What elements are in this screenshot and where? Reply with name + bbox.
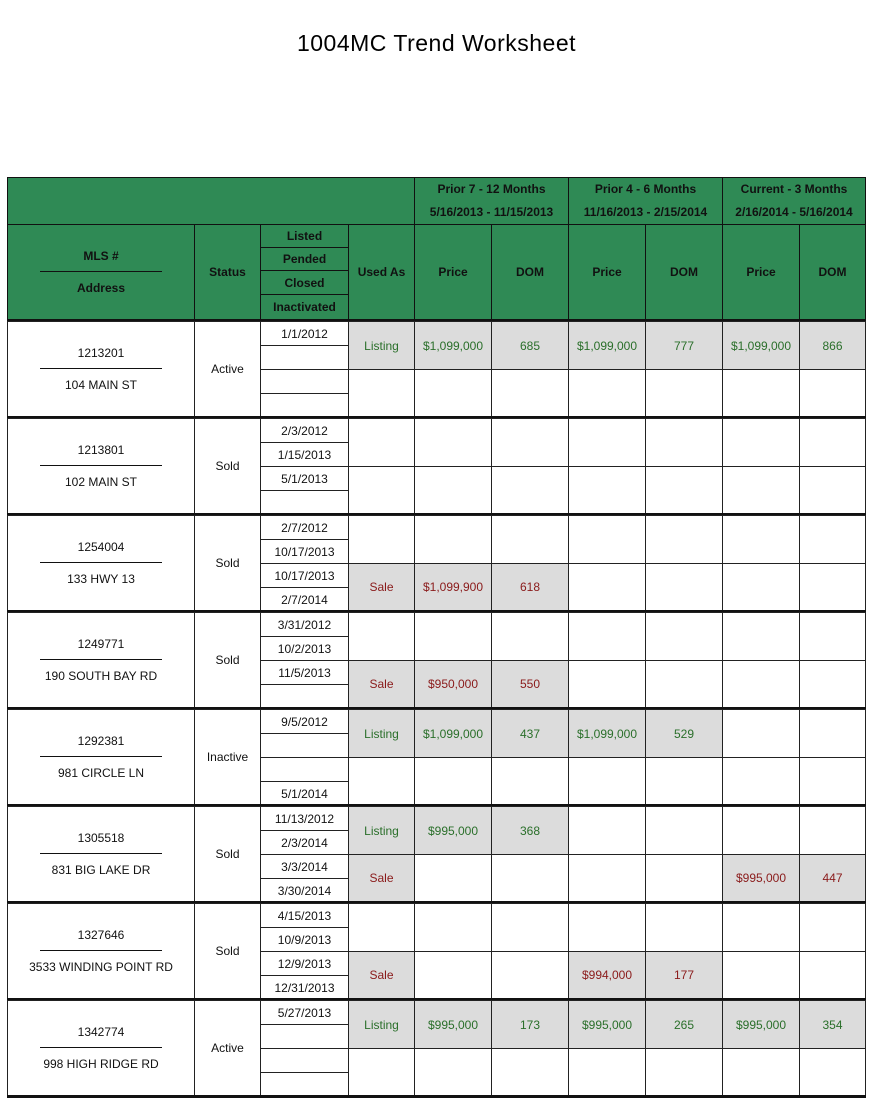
mls-address-cell (7, 612, 195, 708)
used-as-cell: Listing (348, 806, 415, 855)
price-cell (722, 709, 800, 758)
used-as-cell (348, 612, 415, 661)
dom-cell (645, 418, 723, 467)
mls-label: MLS # (83, 249, 119, 263)
date-cell: 12/9/2013 (260, 951, 349, 976)
used-as-cell (348, 418, 415, 467)
address: 190 SOUTH BAY RD (44, 669, 158, 683)
dom-header: DOM (799, 224, 866, 320)
status-cell: Sold (194, 418, 261, 514)
price-cell (722, 563, 800, 611)
header-blank (7, 177, 415, 225)
record-group (7, 612, 866, 709)
period-header-prior-4-6 (568, 177, 723, 225)
dom-cell: 447 (799, 854, 866, 902)
price-cell (414, 854, 492, 902)
status-cell: Inactive (194, 709, 261, 805)
dom-cell: 618 (491, 563, 569, 611)
date-cell: 3/30/2014 (260, 878, 349, 903)
period-range: 5/16/2013 - 11/15/2013 (429, 205, 554, 219)
date-cell: 10/2/2013 (260, 636, 349, 661)
listed-header: Listed (260, 224, 349, 248)
date-cell (260, 369, 349, 394)
mls-address-cell (7, 709, 195, 805)
price-cell: $995,000 (414, 1000, 492, 1049)
price-cell (568, 660, 646, 708)
used-as-cell (348, 369, 415, 417)
date-cell (260, 490, 349, 515)
closed-header: Closed (260, 270, 349, 295)
dom-cell (645, 854, 723, 902)
price-cell: $995,000 (722, 1000, 800, 1049)
date-cell (260, 1072, 349, 1097)
date-cell: 1/1/2012 (260, 321, 349, 346)
mls-number: 1305518 (77, 831, 125, 845)
dom-cell (799, 806, 866, 855)
price-cell (414, 418, 492, 467)
period-range: 2/16/2014 - 5/16/2014 (735, 205, 853, 219)
dom-cell: 685 (491, 321, 569, 370)
price-cell (722, 951, 800, 999)
period-label: Prior 7 - 12 Months (437, 182, 546, 196)
dom-cell (491, 951, 569, 999)
date-cell (260, 1048, 349, 1073)
dom-cell (799, 951, 866, 999)
dom-cell: 550 (491, 660, 569, 708)
used-as-cell: Listing (348, 1000, 415, 1049)
period-header-current-3 (722, 177, 866, 225)
date-cell (260, 393, 349, 418)
status-cell: Active (194, 321, 261, 417)
date-cell: 2/7/2014 (260, 587, 349, 612)
date-cell: 5/1/2013 (260, 466, 349, 491)
address: 3533 WINDING POINT RD (29, 960, 173, 974)
price-cell (414, 466, 492, 514)
price-cell (414, 903, 492, 952)
dom-cell: 866 (799, 321, 866, 370)
status-cell: Sold (194, 806, 261, 902)
status-cell: Active (194, 1000, 261, 1096)
price-cell (568, 563, 646, 611)
period-label: Prior 4 - 6 Months (594, 182, 697, 196)
date-cell: 2/3/2014 (260, 830, 349, 855)
dom-cell (491, 369, 569, 417)
pended-header: Pended (260, 247, 349, 271)
dom-cell (491, 757, 569, 805)
date-cell: 1/15/2013 (260, 442, 349, 467)
used-as-cell (348, 466, 415, 514)
used-as-cell: Sale (348, 563, 415, 611)
mls-address-cell (7, 418, 195, 514)
price-cell (568, 515, 646, 564)
price-cell (568, 612, 646, 661)
date-cell (260, 684, 349, 709)
date-cell: 9/5/2012 (260, 709, 349, 734)
dom-cell (799, 757, 866, 805)
price-cell: $995,000 (722, 854, 800, 902)
dom-cell: 177 (645, 951, 723, 999)
dom-cell (645, 660, 723, 708)
date-cell: 10/17/2013 (260, 563, 349, 588)
dom-cell (799, 466, 866, 514)
price-cell: $995,000 (568, 1000, 646, 1049)
address-label: Address (76, 281, 126, 295)
price-cell: $995,000 (414, 806, 492, 855)
period-header-prior-7-12 (414, 177, 569, 225)
status-cell: Sold (194, 903, 261, 999)
dom-cell (491, 612, 569, 661)
status-cell: Sold (194, 612, 261, 708)
mls-number: 1292381 (77, 734, 125, 748)
date-cell: 10/9/2013 (260, 927, 349, 952)
address: 133 HWY 13 (67, 572, 135, 586)
price-cell (414, 612, 492, 661)
address: 998 HIGH RIDGE RD (43, 1057, 159, 1071)
price-cell (568, 757, 646, 805)
dom-cell (645, 612, 723, 661)
price-cell (568, 369, 646, 417)
dom-cell (799, 612, 866, 661)
dom-cell (645, 515, 723, 564)
period-label: Current - 3 Months (740, 182, 848, 196)
dom-cell: 777 (645, 321, 723, 370)
price-cell (568, 903, 646, 952)
status-cell: Sold (194, 515, 261, 611)
dom-cell (645, 757, 723, 805)
record-separator (7, 1095, 866, 1098)
price-cell (722, 660, 800, 708)
price-cell (568, 466, 646, 514)
record-group (7, 903, 866, 1000)
price-cell: $1,099,900 (414, 563, 492, 611)
price-cell (568, 418, 646, 467)
price-cell (722, 369, 800, 417)
dom-cell (799, 660, 866, 708)
dom-header: DOM (645, 224, 723, 320)
used-as-cell: Listing (348, 709, 415, 758)
price-cell (568, 806, 646, 855)
date-cell: 2/7/2012 (260, 515, 349, 540)
record-group (7, 321, 866, 418)
dom-cell (799, 515, 866, 564)
date-cell (260, 345, 349, 370)
price-cell (722, 612, 800, 661)
date-cell: 3/31/2012 (260, 612, 349, 637)
used-as-cell (348, 903, 415, 952)
address: 981 CIRCLE LN (57, 766, 145, 780)
address: 104 MAIN ST (64, 378, 138, 392)
price-cell: $994,000 (568, 951, 646, 999)
price-header: Price (722, 224, 800, 320)
price-cell (414, 515, 492, 564)
used-as-cell: Sale (348, 854, 415, 902)
dom-cell (799, 1048, 866, 1096)
dom-header: DOM (491, 224, 569, 320)
used-as-cell: Listing (348, 321, 415, 370)
period-range: 11/16/2013 - 2/15/2014 (583, 205, 708, 219)
price-cell: $1,099,000 (414, 321, 492, 370)
price-cell (722, 757, 800, 805)
dom-cell (645, 563, 723, 611)
address: 831 BIG LAKE DR (51, 863, 151, 877)
price-cell (414, 1048, 492, 1096)
dom-cell (491, 1048, 569, 1096)
status-header: Status (194, 224, 261, 320)
price-cell (722, 418, 800, 467)
dom-cell (799, 563, 866, 611)
dom-cell (491, 418, 569, 467)
price-cell: $1,099,000 (568, 321, 646, 370)
price-cell (568, 1048, 646, 1096)
dom-cell (491, 854, 569, 902)
record-group (7, 806, 866, 903)
date-cell (260, 757, 349, 782)
used-as-cell (348, 757, 415, 805)
mls-address-cell (7, 1000, 195, 1096)
dom-cell (491, 466, 569, 514)
date-cell: 12/31/2013 (260, 975, 349, 1000)
record-group (7, 418, 866, 515)
inactivated-header: Inactivated (260, 294, 349, 320)
dom-cell (799, 369, 866, 417)
used-as-header: Used As (348, 224, 415, 320)
dom-cell (645, 903, 723, 952)
record-group (7, 515, 866, 612)
mls-address-cell (7, 321, 195, 417)
dom-cell: 529 (645, 709, 723, 758)
date-cell: 4/15/2013 (260, 903, 349, 928)
price-cell: $1,099,000 (414, 709, 492, 758)
price-header: Price (414, 224, 492, 320)
price-cell: $1,099,000 (568, 709, 646, 758)
date-cell: 3/3/2014 (260, 854, 349, 879)
date-cell (260, 733, 349, 758)
dom-cell (645, 369, 723, 417)
price-header: Price (568, 224, 646, 320)
date-cell: 5/27/2013 (260, 1000, 349, 1025)
date-cell (260, 1024, 349, 1049)
dom-cell: 437 (491, 709, 569, 758)
price-cell (722, 466, 800, 514)
price-cell (722, 806, 800, 855)
date-cell: 11/5/2013 (260, 660, 349, 685)
used-as-cell (348, 515, 415, 564)
price-cell: $950,000 (414, 660, 492, 708)
mls-address-header (7, 224, 195, 320)
used-as-cell (348, 1048, 415, 1096)
dom-cell (799, 903, 866, 952)
dom-cell: 368 (491, 806, 569, 855)
dom-cell (645, 1048, 723, 1096)
mls-address-cell (7, 515, 195, 611)
price-cell (414, 369, 492, 417)
mls-number: 1213201 (77, 346, 125, 360)
dom-cell (799, 418, 866, 467)
dom-cell: 354 (799, 1000, 866, 1049)
price-cell (414, 951, 492, 999)
dom-cell: 265 (645, 1000, 723, 1049)
mls-number: 1327646 (77, 928, 125, 942)
mls-number: 1249771 (77, 637, 125, 651)
date-cell: 11/13/2012 (260, 806, 349, 831)
used-as-cell: Sale (348, 951, 415, 999)
mls-number: 1213801 (77, 443, 125, 457)
date-cell: 10/17/2013 (260, 539, 349, 564)
date-cell: 2/3/2012 (260, 418, 349, 443)
dom-cell (799, 709, 866, 758)
dom-cell (645, 466, 723, 514)
mls-address-cell (7, 806, 195, 902)
price-cell (722, 1048, 800, 1096)
dom-cell: 173 (491, 1000, 569, 1049)
record-group (7, 1000, 866, 1097)
page-title: 1004MC Trend Worksheet (296, 30, 577, 56)
dom-cell (645, 806, 723, 855)
mls-number: 1254004 (77, 540, 125, 554)
dom-cell (491, 515, 569, 564)
date-cell: 5/1/2014 (260, 781, 349, 806)
used-as-cell: Sale (348, 660, 415, 708)
address: 102 MAIN ST (64, 475, 138, 489)
mls-number: 1342774 (77, 1025, 125, 1039)
price-cell (722, 903, 800, 952)
mls-address-cell (7, 903, 195, 999)
price-cell (722, 515, 800, 564)
price-cell: $1,099,000 (722, 321, 800, 370)
price-cell (568, 854, 646, 902)
price-cell (414, 757, 492, 805)
record-group (7, 709, 866, 806)
dom-cell (491, 903, 569, 952)
